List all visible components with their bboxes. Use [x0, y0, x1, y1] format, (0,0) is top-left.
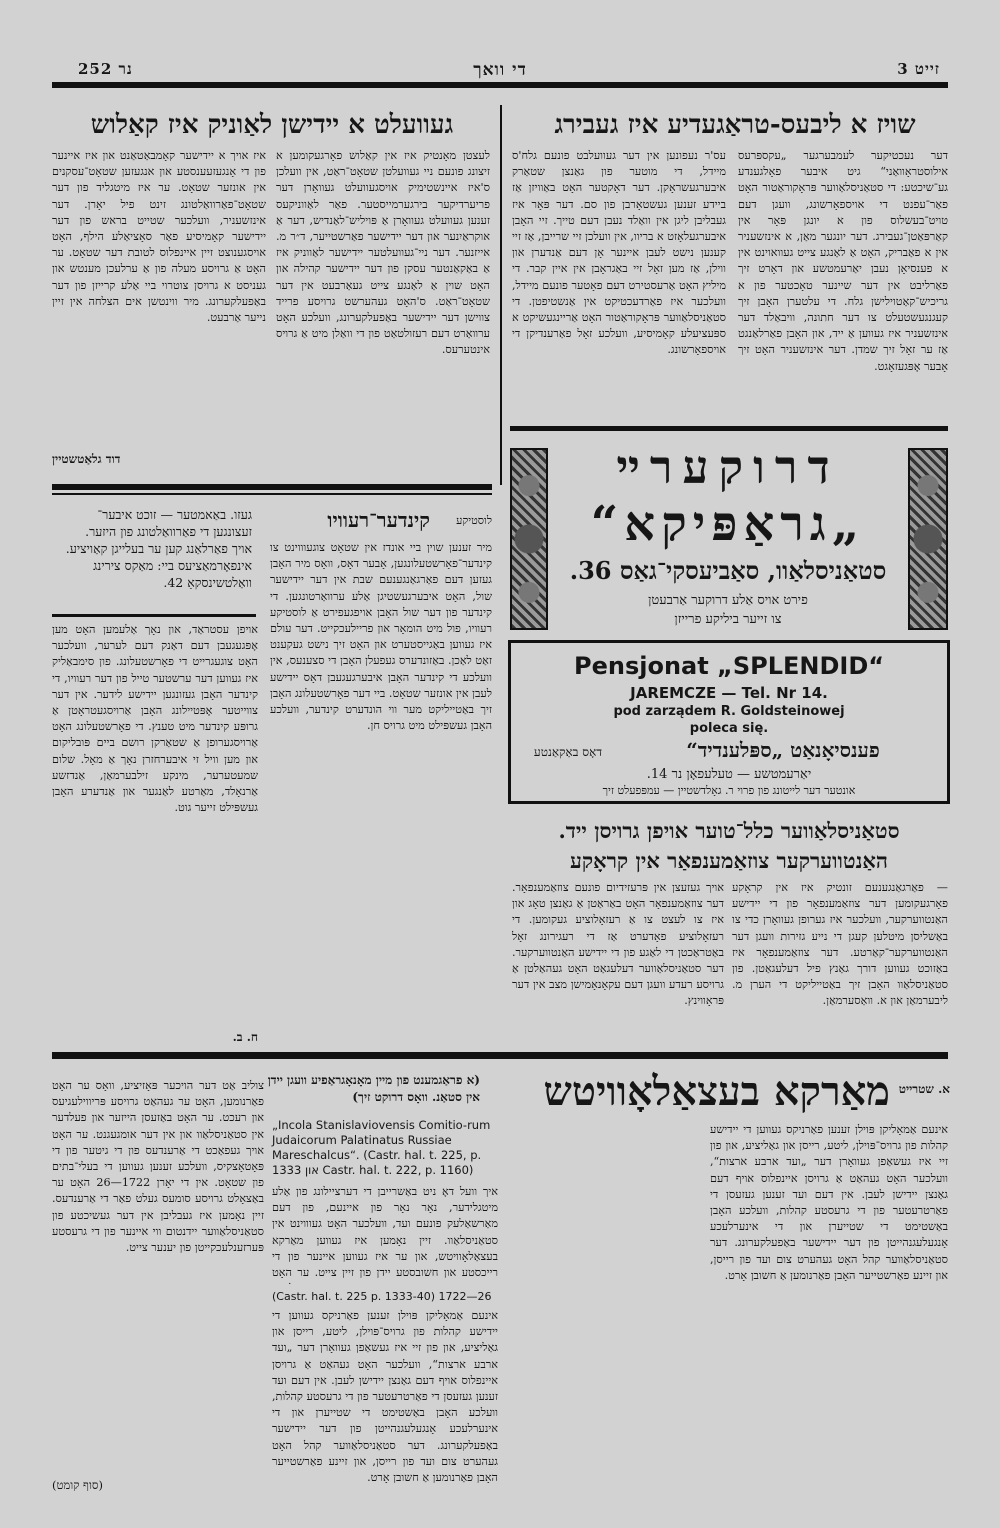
article5-end-note: (סוף קומט)	[52, 1478, 103, 1492]
article1-headline: שויז א ליבעס-טראַגעדיע איז געבירג	[554, 110, 916, 140]
print-ad-line2: „גראַפּיקא“	[590, 496, 866, 552]
article5-col-right: אינעם אַמאָליקן פּוילן זענען פאַרניקס געווען די יידישע קהלות פון גרויס־פּוילן, ליטע, רייסן און גאַליציע, און פון זיי איז געשאַפן געוואָרן דער „ועד ארבע ארצות“, וועלכער האָט געהאַט אַ גרויסן איינפלוס אויף דעם גאַנצן יידישן לעבן. אין דעם ועד זענען געזעסן די פאַרטרעטער פון די גרעסטע קהלות, וועלכע האָבן באַשטימט די שטייערן און די אינערלעכע אָנגעלעגנהייטן פון דער יידישער באַפעלקערונג. דער סטאַניסלאַווער קהל האָט געהערט צום ועד פון רייסן, און זיינע פאַרשטייער האָבן פאַרנומען אַ חשובן אָרט.	[710, 1123, 948, 1282]
ornament-right-icon	[908, 448, 948, 630]
small-ad-line: אויך פאַרלאַנג קען ער בעלייגן קאַויציע.	[65, 541, 252, 556]
pension-yiddish-title: פענסיאָנאַט „ספּלענדיד“	[686, 738, 880, 762]
pension-yiddish-tag: דאָס באַקאַנטע	[533, 745, 603, 759]
ad-rule-top	[510, 426, 948, 431]
article5-col-mid-cont: אינעם אַמאָליקן פּוילן זענען פאַרניקס געווען די יידישע קהלות פון גרויס־פּוילן, ליטע, רייסן און גאַליציע, און פון זיי איז געשאַפן געוואָרן דער „ועד ארבע ארצות“, וועלכער האָט געהאַט אַ גרויסן איינפלוס אויף דעם גאַנצן יידישן לעבן. אין דעם ועד זענען געזעסן די פאַרטרעטער פון די גרעסטע קהלות, וועלכע האָבן באַשטימט די שטייערן און די אינערלעכע אָנגעלעגנהייטן פון דער יידישער באַפעלקערונג. דער סטאַניסלאַווער קהל האָט געהערט צום ועד פון רייסן, און זיינע פאַרשטייער האָבן פאַרנומען אַ חשובן אָרט.	[272, 1309, 498, 1485]
article2-col-left: איז אויך א יידישער קאָמבאַטאַנט און איז איינער פון די אָנגעזעענסטע און אנגעזען שטאָט־עסקנים אין אונזער שטאָט. ער איז מיטגליד פון דער שטאָט־פאַרוואַלטונג זינט פיל יאָרן. דער אינזשעניר, וועלכער שטייט בראש פון דער יידישער קאָמיסיע פאַר סאָציאַלע הילף, האָט אויסגענוצט זיין איינפלוס לטובת דער שטאָט. ער האָט אַ גרויסע מעלה פון אַ ערלעכן מענטש און געניסט א גרויסן צוטרוי ביי אַלע קרייזן פון דער באַפעלקערונג. מיר ווינטשן אים הצלחה אין זיין נייער אַרבעט.	[52, 149, 266, 325]
page-number: נר 252	[78, 60, 133, 78]
print-ad-address: סטאַניסלאַוו, סאַביעסקי־גאַס 36.	[569, 556, 887, 585]
article4-headline: קינדער־רעוויו	[327, 508, 430, 532]
article5-headline: מאַרקא בעצאַלאָוויטש	[543, 1068, 890, 1115]
article4-col-left: אויפן עסטראַד, און נאָך אַלעמען האָט מען אָפּגעגעבן דעם דאַנק דעם לערער, וועלכער האָט צוגעגרייט די פאָרשטעלונג. פון סימבאַליק איז געווען דער ערשטער טייל פון דער רעוויו, די קינדער האָבן געזונגען יידישע לידער. אין דער צווייטער אָפּטיילונג האָבן אַרויסגעטראָטן אַ גרופּע קינדער מיט טענץ. די פאָרשטעלונג האָט אַרויסגערופן אַ שטאַרקן רושם ביים פּובליקום און מען וויל זי איבערחזרן נאָך אַ מאָל. שלום שמעטערער, מינקע זילבערמאַן, אַנדזשע אַרנאָלד, מאַרטע לאַנגער און אַנדערע האָבן געשפּילט זייער גוט.	[52, 623, 258, 815]
pension-address: JAREMCZE — Tel. Nr 14.	[630, 684, 828, 702]
article5-author: א. שטרייט	[898, 1082, 950, 1096]
small-ad-line: זעצונגען די פאַרוואַלטונג פון היזער.	[85, 524, 252, 539]
pension-title: Pensjonat „SPLENDID“	[573, 652, 885, 680]
print-ad-note2: צו זייער ביליקע פרייזן	[674, 612, 782, 627]
article4-kicker: לוסטיקע	[456, 514, 492, 527]
article4-col-right: מיר זענען שוין ביי אונדז אין שטאָט צוגעוווינט צו קינדער־פאָרשטעלונגען, אָבער דאָס, וואָס מיר האָבן געזען דעם פאַרגאַנגענעם שבת אין דער יידישער שול, האָט איבערגעשטיגן אַלע ערוואַרטונגען. די קינדער פון דער שול האָבן אויפגעפירט אַ לוסטיקע רעוויו, פול מיט הומאָר און פריילעכקייט. דער עולם איז געווען באַגייסטערט און האָט זיך נישט געקענט זאַט לאַכן. באַזונדערס געפעלן האָבן די סצענעס, אין וועלכע די קינדער האָבן איבערגעגעבן דאָס יידישע לעבן אין אונזער שטאָט. ביי דער פאָרשטעלונג האָבן זיך באַטייליקט מער ווי הונדערט קינדער, וועלכע האָבן געשפּילט מיט גרויס חן.	[270, 541, 492, 733]
article1-col-left: עס'ר נעפונען אין דער געוועלבט פונעם גלח'ס מיידל, די מוטער פון גאַנצן שטאַרק איבערגעשראָקן. דער דאָקטער האָט באַוויזן אַז ביידע זענען געשטאָרבן פון סם. דער פּאָר איז געבליבן ליגן אין וואַלד נעבן דעם טייך. זיי האָבן איבערגעלאָזט א בריוו, אין וועלכן זיי שרייבן, אַז זיי קענען נישט לעבן איינער אָן דעם אַנדערן און ווילן, אַז מען זאָל זיי באַגראָבן אין איין קבר. די מיליץ האָט אַרעסטירט דעם פאָטער פונעם מיידל, וועלכער איז פאַרדעכטיקט אין אַנשטיפטן. די סטאַניסלאַווער פּראָקוראַטור האָט אַריינגעשיקט א ספּעציעלע קאָמיסיע, וועלכע זאָל פאַרענדיקן די אויספאָרשונג.	[512, 149, 726, 357]
small-ad-line: אינפאָרמאַציעס ביי: מאַקס צירינג	[93, 558, 252, 573]
print-ad-line1: דרוקערײ	[616, 440, 840, 494]
article2-headline: געוועלט א יידישן לאַוניק איז קאַלוש	[90, 110, 454, 140]
article3-headline1: סטאַניסלאַווער כלל־טוער אויפן גרויסן ייד.	[558, 818, 900, 843]
pension-yiddish-bottom: אונטער דער לייטונג פון פרוי ר. גאָלדשטיין — עמפּפעלט זיך	[602, 784, 856, 797]
section-rule-bottom	[52, 1052, 948, 1059]
article2-col-right: לעצטן מאָנטיק איז אין קאַלוש פאָרגעקומען א זיצונג פונעם ניי געוועלטן שטאָט־ראַט, אין וועלכן ס'איז איינשטימיק אויסגעוועלט געוואָרן דער פריערדיקער בירגערמייסטער. פאַר לאַווניקעס זענען געוועלט געוואָרן אַ פּויליש־לאַנדיש, דער אַ אוקראַיִנער און דער יידישער פאַרשטייער, ד״ר מ. אייזנער. דער ניי־געוועלטער יידישער לאַווניק איז אַ באַקאַנטער עסקן פון דער יידישער קהילה און האָט שוין אַ לאַנגע צייט געאַרבעט אין דער שטאָט־ראַט. ס'האָט געהערשט גרויסע פרייד צווישן דער יידישער באַפעלקערונג, וועלכע האָט ערוואַרט דעם רעזולטאַט פון די וואַלן מיט אַ גרויס אינטערעס.	[276, 149, 490, 357]
article3-col-right: — פאַרגאַנגענעם זונטיק איז אין קראָקע פאָרגעקומען דער צוזאַמענפאָר פון די יידישע האַנטווערקער, וועלכער איז גערופן געוואָרן כדי צו באַשליסן מיטלען קעגן די נייע גזירות וועגן דער האַנטווערקער־קאַרטע. דער צוזאַמענפאָר איז באַזוכט געווען דורך גאַנץ פיל דעלעגאַטן. פון סטאַניסלאַוו האָבן זיך באַטייליקט די הערן מ. ליבערמאַן און א. וואַסערמאַן.	[732, 881, 948, 1008]
ornament-left-icon	[510, 448, 548, 630]
masthead-rule	[52, 82, 948, 88]
small-ad	[52, 506, 252, 591]
article1-col-right: דער נעכטיקער לעמבערגער „עקספּרעס אילוסטראָוואַני“ גיט איבער פאָלגענדע גע־שיכטע: די סטאַניסלאַווער פּראָקוראַטור האָט פאַר־עפנט די אויספאָרשונג, וועגן דעם טויט־בעשלוס פון א יונגן פּאָר אין קאַרפּאַטן־געבירג. דער יונגער מאַן, א אינזשעניר אין א פאַבריק, האָט אַ לאַנגע צייט געוואוינט אין א פענסיאָן נעבן יאַרעמטשע און דאָרט זיך פאַרליבט אין דער שיינער טאָכטער פון א גריכיש־קאַטוילישן גלח. די עלטערן האָבן זיך קעגנגעשטעלט צו דער חתונה, וויבאַלד דער אינזשעניר איז געווען אַ ייד, און האָבן פאַרלאַנגט אַז ער זאָל זיך שמדן. דער אינזשעניר האָט זיך אָבער אָפּגעזאָגט.	[738, 149, 948, 373]
small-ad-rule	[52, 614, 256, 617]
latin-quote: „Incola Stanislaviovensis Comitio-rum Judaicorum Palatinatus Russiae Mareschalcus“. (Castr. hal. t. 225, p. 1333 און Castr. hal. t. 222, p. 1160)	[272, 1118, 491, 1177]
column-divider	[500, 105, 502, 485]
article5-numbers: (Castr. hal. t. 225 p. 1333-40) 1722—26	[272, 1290, 492, 1303]
article2-signature: דוד גלאַטשטיין	[52, 452, 121, 466]
article3-headline2: האַנטווערקער צוזאַמענפאַר אין קראָקע	[570, 848, 888, 873]
pension-recommend: poleca się.	[689, 721, 769, 736]
pension-management: pod zarządem R. Goldsteinowej	[613, 704, 845, 719]
small-ad-line: געזו. באַאמטער — זוכט איבער־	[97, 507, 252, 522]
newspaper-title: די וואך	[473, 60, 527, 80]
print-ad-note1: פירט אויס אַלע דרוקער אַרבעטן	[648, 593, 808, 608]
section-rule-left	[52, 484, 492, 490]
pension-yiddish-sub: יאַרעמטשע — טעלעפאָן נר 14.	[646, 767, 812, 782]
small-ad-line: וואַלטשינסקאַ 42.	[163, 575, 252, 590]
article5-subhead: (א פראַגמענט פון מיין מאָנאָגראַפיע וועגן יידן אין סטאַנ. וואָס דרוקט זיך)	[267, 1073, 480, 1104]
section-rule-left-thin	[52, 493, 492, 495]
page-side: זייט 3	[897, 60, 940, 78]
article3-col-left: אויך געזעצן אין פּרעזידיום פונעם צוזאַמענפאָר. דער צוזאַמענפאָר האָט באַראַטן אַ גאַנצן טאָג און איז צו לעצט צו אַ רעזאָלוציע געקומען. די רעזאָלוציע פאָדערט אַז די רעגירונג זאָל באַטראַכטן די לאַגע פון די יידישע האַנטווערקער. דער סטאַניסלאַווער דעלעגאַט האָט געהאַלטן אַ גרויסע רעדע וועגן דעם עקאָנאָמישן מצב אין דער פּראָווינץ.	[512, 881, 724, 1008]
article5-col-mid: איך וועל דאָ ניט באַשרייבן די דערציילונג פון אַלע מיטגלידער, נאָר נאָר פון איינעם, פון דעם מאַרשאַלעק פונעם ועד, וועלכער האָט געוווינט אין סטאַניסלאַוו. זיין נאָמען איז געווען מאַרקא בעצאַלאָוויטש, און ער איז געווען איינער פון די רייכסטע און חשובסטע יידן פון זיין צייט. ער האָט	[272, 1185, 498, 1280]
article5-col-left: צוליב אַט דער הויכער פּאָזיציע, וואָס ער האָט פאַרנומען, האָט ער געהאַט גרויסע פּריווילעגיעס און רעכט. ער האָט באַזעסן הייזער און פעלדער אין סטאַניסלאַוו און אין דער אומגעגנט. ער האָט אויך געפאַכט די אַרענדעס פון די גיטער פון די פּאָטאָצקיס, וועלכע זענען געווען די בעלי־בתים פון שטאָט. אין די יאָרן 1722—26 האָט ער באַצאָלט גרויסע סומעס געלט פאַר די אַרענדעס. זיין נאָמען איז געבליבן אין דער געשיכטע פון סטאַניסלאַווער יידנטום ווי איינער פון די גרעסטע פּערזענלעכקייטן פון יענער צייט.	[52, 1079, 264, 1255]
article4-signature: ח. ב.	[232, 1030, 258, 1044]
